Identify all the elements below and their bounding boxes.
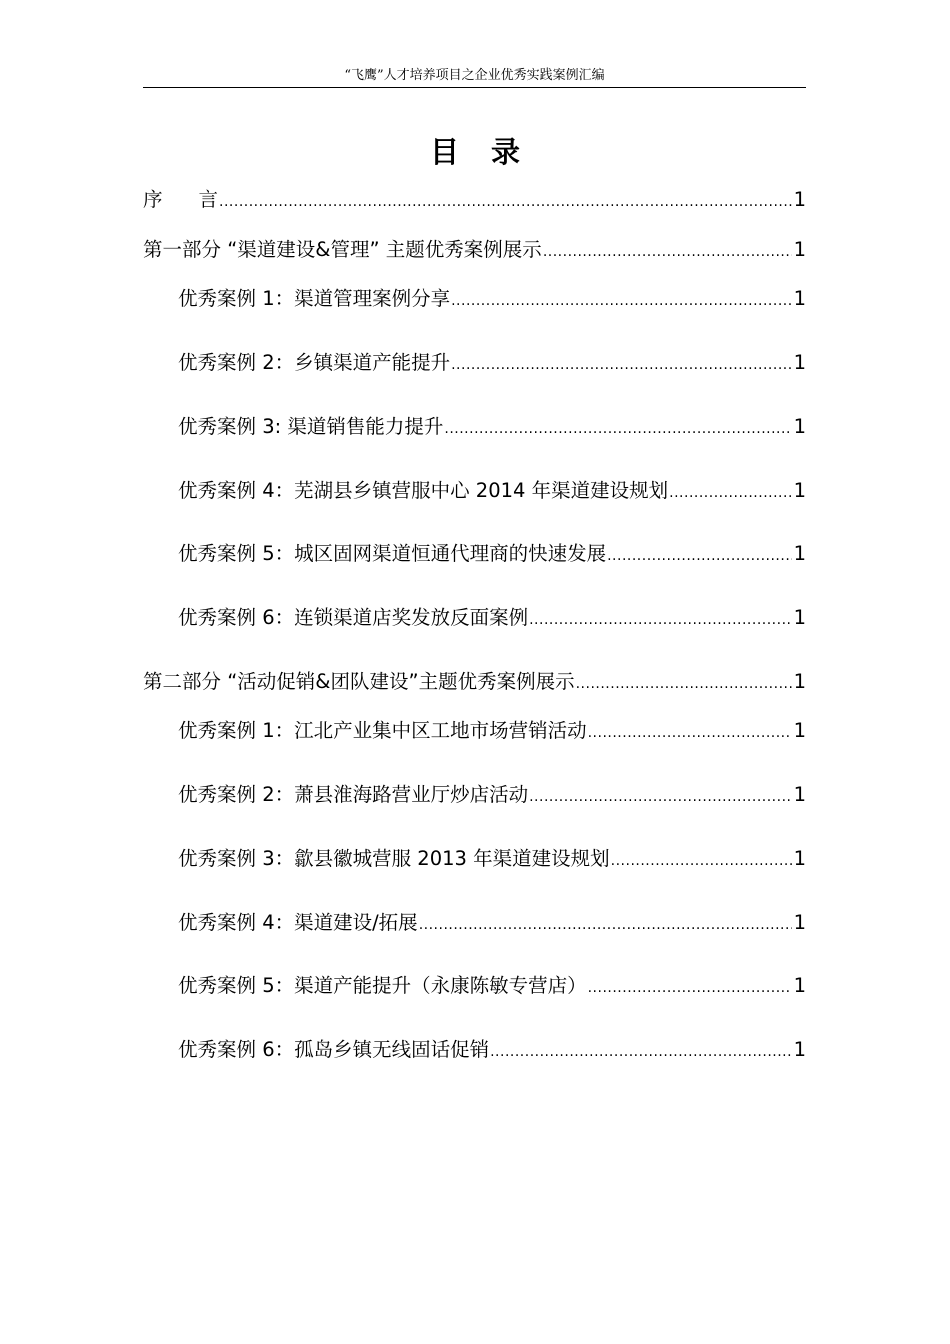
toc-dot-leader [529,604,791,636]
toc-page-number: 1 [793,415,806,438]
toc-dot-leader [576,668,792,700]
toc-page-number: 1 [793,847,806,870]
toc-dot-leader [219,186,792,218]
toc-page-number: 1 [793,606,806,629]
toc-dot-leader [669,477,791,509]
toc-entry-label: 第一部分 “渠道建设&管理” 主题优秀案例展示 [143,238,542,261]
toc-title-char-1: 目 [429,135,459,169]
toc-entry-part-1[interactable] [143,234,806,266]
toc-entry-case[interactable] [178,715,806,747]
toc-entry-label: 优秀案例 6：孤岛乡镇无线固话促销 [178,1038,490,1061]
toc-entry-case[interactable] [178,411,806,443]
toc-dot-leader [588,717,792,749]
toc-entry-case[interactable] [178,475,806,507]
toc-entry-case[interactable] [178,970,806,1002]
toc-entry-case[interactable] [178,907,806,939]
toc-entry-label: 优秀案例 4：芜湖县乡镇营服中心 2014 年渠道建设规划 [178,479,669,502]
toc-dot-leader [529,781,791,813]
toc-page-number: 1 [793,188,806,211]
page-header-text: “飞鹰”人才培养项目之企业优秀实践案例汇编 [344,68,605,83]
toc-page-number: 1 [793,670,806,693]
toc-dot-leader [451,285,791,317]
toc-entry-label: 优秀案例 6：连锁渠道店奖发放反面案例 [178,606,529,629]
toc-entry-label: 优秀案例 2：乡镇渠道产能提升 [178,351,451,374]
toc-page-number: 1 [793,719,806,742]
toc-entry-label: 优秀案例 3: 渠道销售能力提升 [178,415,444,438]
toc-page-number: 1 [793,479,806,502]
toc-dot-leader [451,349,791,381]
toc-entry-preface[interactable] [143,184,806,216]
toc-page-number: 1 [793,911,806,934]
toc-page-number: 1 [793,287,806,310]
toc-dot-leader [490,1036,791,1068]
toc-entry-label: 优秀案例 5：渠道产能提升（永康陈敏专营店） [178,974,587,997]
toc-entry-label: 优秀案例 4：渠道建设/拓展 [178,911,418,934]
toc-page-number: 1 [793,238,806,261]
toc-title-char-2: 录 [491,135,521,169]
toc-page-number: 1 [793,974,806,997]
toc-dot-leader [419,909,792,941]
toc-entry-case[interactable] [178,1034,806,1066]
toc-entry-case[interactable] [178,538,806,570]
toc-dot-leader [444,413,791,445]
toc-dot-leader [607,540,791,572]
toc-entry-case[interactable] [178,779,806,811]
toc-entry-case[interactable] [178,347,806,379]
toc-entry-part-2[interactable] [143,666,806,698]
toc-entry-label: 第二部分 “活动促销&团队建设”主题优秀案例展示 [143,670,575,693]
toc-title [0,132,950,172]
toc-entry-case[interactable] [178,843,806,875]
toc-entry-label: 优秀案例 5：城区固网渠道恒通代理商的快速发展 [178,542,607,565]
page-header [143,66,806,88]
preface-char-2: 言 [198,188,219,211]
toc-page-number: 1 [793,1038,806,1061]
toc-entry-label: 优秀案例 3：歙县徽城营服 2013 年渠道建设规划 [178,847,610,870]
toc-page-number: 1 [793,351,806,374]
toc-page-number: 1 [793,783,806,806]
toc-dot-leader [543,236,792,268]
toc-entry-label: 优秀案例 2：萧县淮海路营业厅炒店活动 [178,783,529,806]
toc-dot-leader [611,845,792,877]
toc-entry-case[interactable] [178,283,806,315]
toc-dot-leader [588,972,792,1004]
toc-entry-label: 优秀案例 1：渠道管理案例分享 [178,287,451,310]
toc-entry-label [143,184,218,216]
toc-entry-case[interactable] [178,602,806,634]
toc-entry-label: 优秀案例 1：江北产业集中区工地市场营销活动 [178,719,587,742]
toc-page-number: 1 [793,542,806,565]
preface-char-1: 序 [143,188,163,211]
